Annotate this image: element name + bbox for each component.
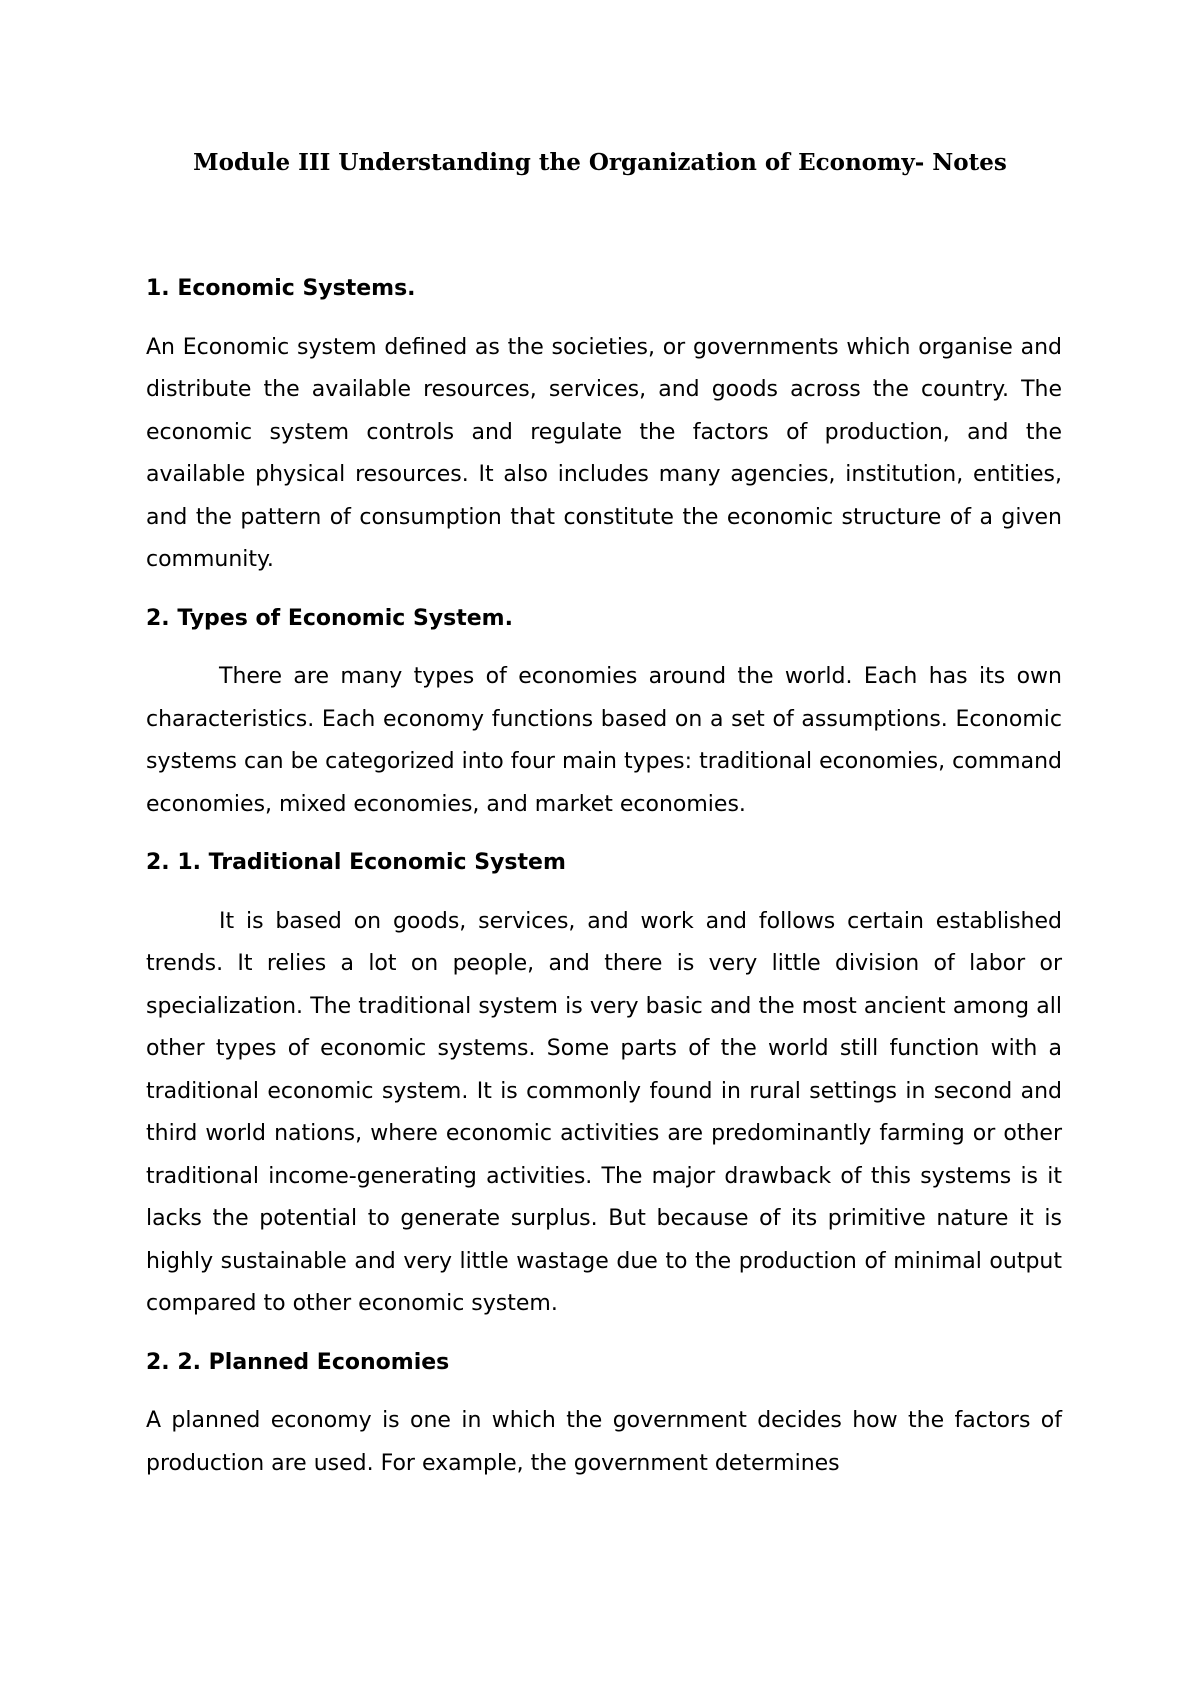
document-body — [146, 268, 1062, 1501]
section-paragraph: An Economic system defined as the societies, or governments which organise and distribute the available resources, services, and goods across the country. The economic system controls and regulate the factors of production, and the available physical resources. It also includes many agencies, institution, entities, and the pattern of consumption that constitute the economic structure of a given community. — [146, 334, 1062, 572]
section-paragraph: It is based on goods, services, and work and follows certain established trends. It relies a lot on people, and there is very little division of labor or specialization. The traditional system is very basic and the most ancient among all other types of economic systems. Some parts of the world still function with a traditional economic system. It is commonly found in rural settings in second and third world nations, where economic activities are predominantly farming or other traditional income-generating activities. The major drawback of this systems is it lacks the potential to generate surplus. But because of its primitive nature it is highly sustainable and very little wastage due to the production of minimal output compared to other economic system. — [146, 908, 1062, 1316]
section-economic-systems — [146, 268, 1062, 582]
section-traditional-economic-system — [146, 842, 1062, 1326]
section-paragraph: A planned economy is one in which the government decides how the factors of production are used. For example, the government determines — [146, 1408, 1062, 1476]
section-heading: 1. Economic Systems. — [146, 276, 416, 301]
document-title: Module III Understanding the Organization of Economy- Notes — [193, 149, 1007, 176]
section-heading: 2. Types of Economic System. — [146, 605, 513, 631]
section-types-of-economic-system — [146, 598, 1062, 827]
section-heading: 2. 1. Traditional Economic System — [146, 850, 566, 875]
section-paragraph: There are many types of economies around the world. Each has its own characteristics. Each economy functions based on a set of assumptions. Economic systems can be categorized into four main types: traditional economies, command economies, mixed economies, and market economies. — [146, 664, 1062, 817]
section-heading: 2. 2. Planned Economies — [146, 1349, 450, 1375]
section-planned-economies — [146, 1342, 1062, 1486]
